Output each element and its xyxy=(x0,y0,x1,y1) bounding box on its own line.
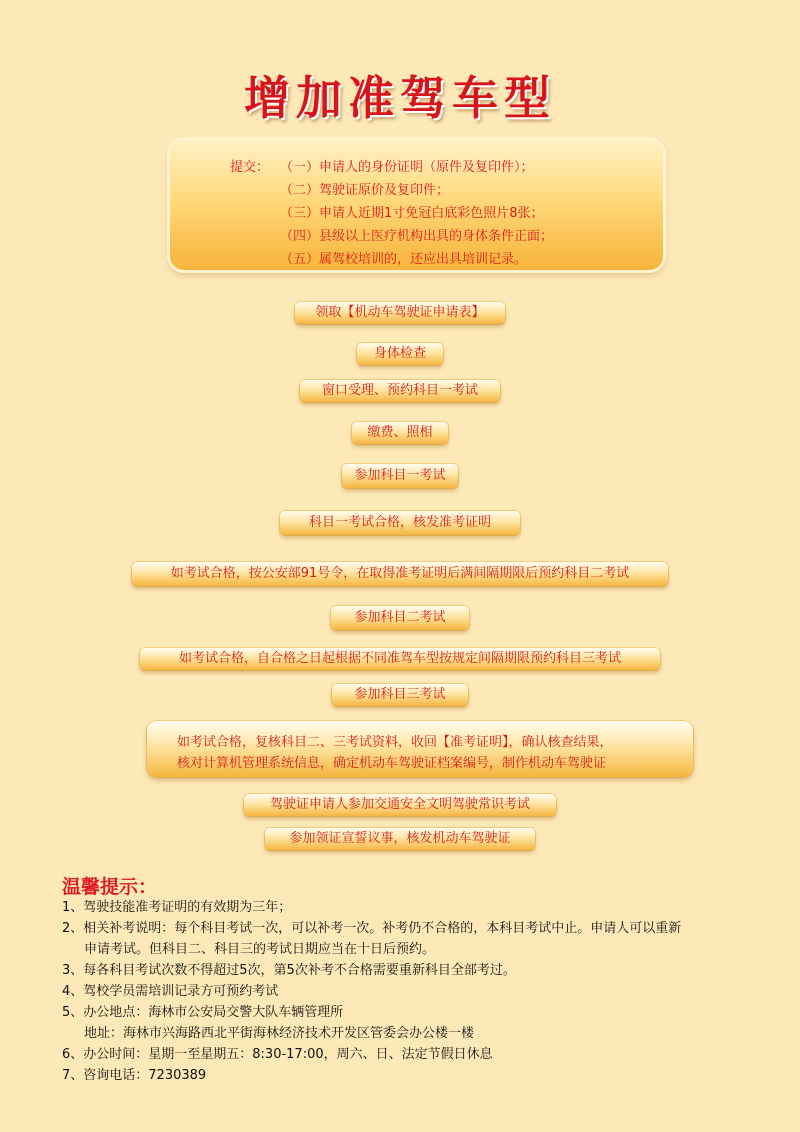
flow-step: 参加科目三考试 xyxy=(332,684,468,706)
submit-item: （五）属驾校培训的，还应出具培训记录。 xyxy=(280,252,528,267)
tip-line: 1、驾驶技能准考证明的有效期为三年； xyxy=(62,900,292,915)
tips-title: 温馨提示： xyxy=(62,876,158,898)
flow-step: 身体检查 xyxy=(357,343,443,365)
tip-line: 3、每各科目考试次数不得超过5次，第5次补考不合格需要重新科目全部考过。 xyxy=(62,963,516,978)
tip-line: 6、办公时间：星期一至星期五：8:30-17:00，周六、日、法定节假日休息 xyxy=(62,1047,493,1062)
flow-step: 驾驶证申请人参加交通安全文明驾驶常识考试 xyxy=(244,794,556,816)
flow-step: 如考试合格，按公安部91号令，在取得准考证明后满间隔期限后预约科目二考试 xyxy=(132,562,668,586)
submit-item: （四）县级以上医疗机构出具的身体条件正面； xyxy=(280,229,554,244)
flow-step: 参加科目二考试 xyxy=(331,606,469,630)
flow-step-final xyxy=(147,721,693,777)
tip-line: 5、办公地点：海林市公安局交警大队车辆管理所 xyxy=(62,1005,344,1020)
flow-step-final-line: 如考试合格，复核科目二、三考试资料，收回【准考证明】，确认核查结果， xyxy=(177,735,613,750)
tip-line: 2、相关补考说明：每个科目考试一次，可以补考一次。补考仍不合格的，本科目考试中止。申请人可以重新 xyxy=(62,921,682,936)
flow-step: 如考试合格，自合格之日起根据不同准驾车型按规定间隔期限预约科目三考试 xyxy=(140,648,660,670)
tip-line: 7、咨询电话：7230389 xyxy=(62,1068,207,1083)
flow-step-final-line: 核对计算机管理系统信息，确定机动车驾驶证档案编号，制作机动车驾驶证 xyxy=(177,756,607,771)
submit-label: 提交： xyxy=(230,160,270,175)
flow-step: 参加领证宣誓议事，核发机动车驾驶证 xyxy=(265,828,535,850)
flow-step: 领取【机动车驾驶证申请表】 xyxy=(295,302,505,324)
tip-line: 地址：海林市兴海路西北平街海林经济技术开发区管委会办公楼一楼 xyxy=(84,1026,475,1041)
submit-item: （二）驾驶证原价及复印件； xyxy=(280,183,450,198)
submit-item: （三）申请人近期1寸免冠白底彩色照片8张； xyxy=(280,206,544,221)
submit-requirements-box xyxy=(170,140,663,270)
flow-step: 科目一考试合格，核发准考证明 xyxy=(280,511,520,535)
tip-line: 4、驾校学员需培训记录方可预约考试 xyxy=(62,984,279,999)
flow-step: 窗口受理、预约科目一考试 xyxy=(300,380,500,402)
page-title: 增加准驾车型 xyxy=(244,71,556,125)
flow-step: 缴费、照相 xyxy=(352,422,448,444)
tip-line: 申请考试。但科目二、科目三的考试日期应当在十日后预约。 xyxy=(84,942,436,957)
submit-item: （一）申请人的身份证明（原件及复印件）； xyxy=(280,160,534,175)
flow-step: 参加科目一考试 xyxy=(342,464,458,488)
